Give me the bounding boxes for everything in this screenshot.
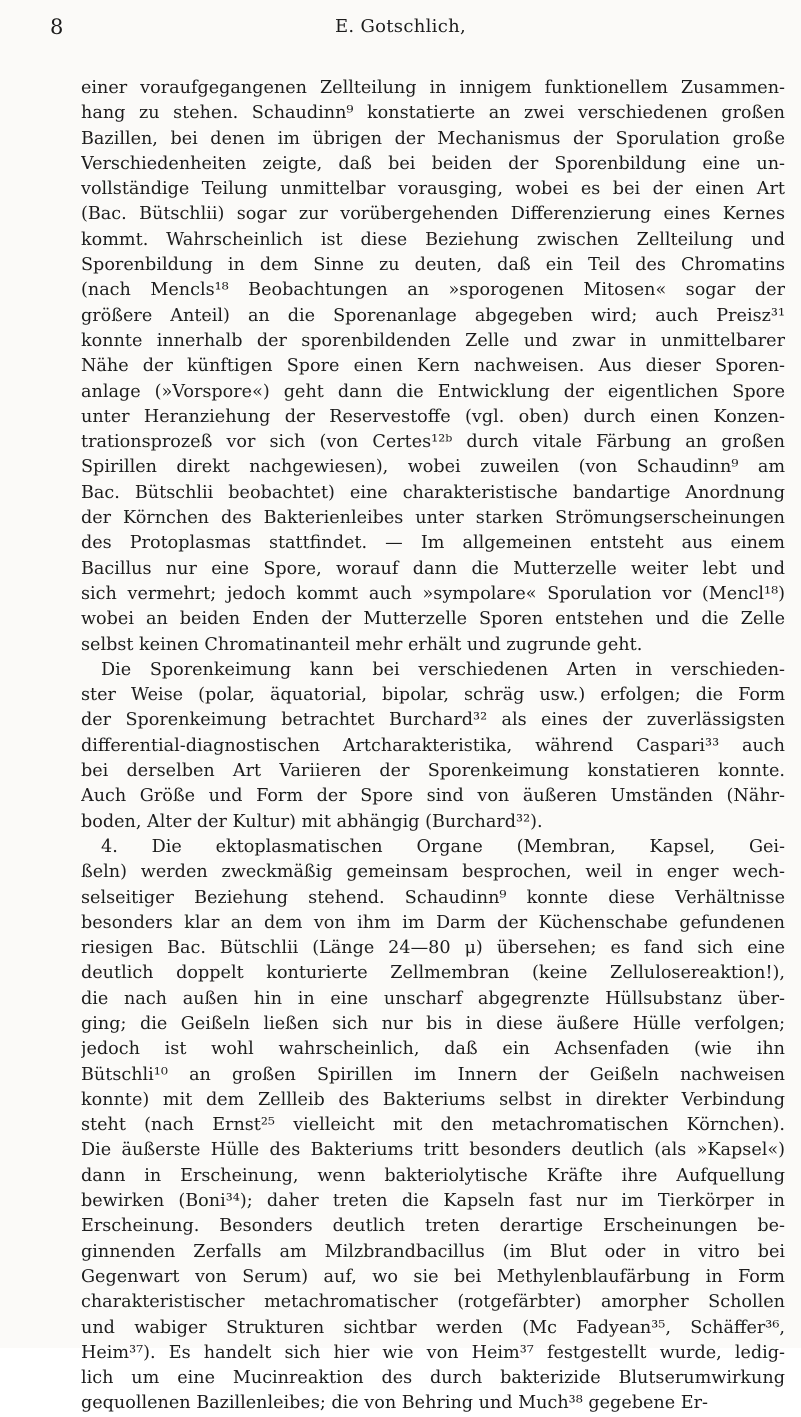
- text-line: Erscheinung. Besonders deutlich treten derartige Erscheinungen be-: [81, 1216, 785, 1237]
- text-line: größere Anteil) an die Sporenanlage abgegeben wird; auch Preisz³¹: [81, 305, 785, 326]
- text-line: ging; die Geißeln ließen sich nur bis in diese äußere Hülle verfolgen;: [81, 1013, 785, 1034]
- text-line: Spirillen direkt nachgewiesen), wobei zuweilen (von Schaudinn⁹ am: [81, 457, 785, 478]
- text-line: und wabiger Strukturen sichtbar werden (Mc Fadyean³⁵, Schäffer³⁶,: [81, 1317, 785, 1338]
- text-line: ßeln) werden zweckmäßig gemeinsam besprochen, weil in enger wech-: [81, 862, 785, 883]
- text-line: des Protoplasmas stattfindet. — Im allgemeinen entsteht aus einem: [81, 533, 785, 554]
- text-line: Auch Größe und Form der Spore sind von äußeren Umständen (Nähr-: [81, 786, 785, 807]
- text-line: konnte innerhalb der sporenbildenden Zelle und zwar in unmittelbarer: [81, 330, 785, 351]
- text-line: 4. Die ektoplasmatischen Organe (Membran, Kapsel, Gei-: [101, 836, 785, 857]
- text-line: hang zu stehen. Schaudinn⁹ konstatierte an zwei verschiedenen großen: [81, 103, 785, 124]
- text-line: kommt. Wahrscheinlich ist diese Beziehung zwischen Zellteilung und: [81, 229, 785, 250]
- text-line: bei derselben Art Variieren der Sporenkeimung konstatieren konnte.: [81, 761, 785, 782]
- text-line: selseitiger Beziehung stehend. Schaudinn⁹ konnte diese Verhältnisse: [81, 887, 785, 908]
- text-line: unter Heranziehung der Reservestoffe (vgl. oben) durch einen Konzen-: [81, 406, 785, 427]
- text-line: (nach Mencls¹⁸ Beobachtungen an »sporogenen Mitosen« sogar der: [81, 280, 785, 301]
- text-line: Nähe der künftigen Spore einen Kern nachweisen. Aus dieser Sporen-: [81, 356, 785, 377]
- text-line: der Körnchen des Bakterienleibes unter starken Strömungserscheinungen: [81, 508, 785, 529]
- text-line: steht (nach Ernst²⁵ vielleicht mit den metachromatischen Körnchen).: [81, 1115, 785, 1136]
- text-line: dann in Erscheinung, wenn bakteriolytische Kräfte ihre Aufquellung: [81, 1165, 785, 1186]
- text-line: konnte) mit dem Zellleib des Bakteriums selbst in direkter Verbindung: [81, 1089, 785, 1110]
- text-line: Bütschli¹⁰ an großen Spirillen im Innern der Geißeln nachweisen: [81, 1064, 785, 1085]
- text-line: lich um eine Mucinreaktion des durch bakterizide Blutserumwirkung: [81, 1368, 785, 1389]
- page-header: [0, 12, 801, 42]
- text-line: anlage (»Vorspore«) geht dann die Entwicklung der eigentlichen Spore: [81, 381, 785, 402]
- text-line: differential-diagnostischen Artcharakteristika, während Caspari³³ auch: [81, 735, 785, 756]
- text-line: wobei an beiden Enden der Mutterzelle Sporen entstehen und die Zelle: [81, 609, 785, 630]
- text-line: die nach außen hin in eine unscharf abgegrenzte Hüllsubstanz über-: [81, 988, 785, 1009]
- running-head: E. Gotschlich,: [334, 16, 467, 37]
- text-line: Bac. Bütschlii beobachtet) eine charakteristische bandartige Anordnung: [81, 482, 785, 503]
- text-line: Sporenbildung in dem Sinne zu deuten, daß ein Teil des Chromatins: [81, 255, 785, 276]
- text-line: deutlich doppelt konturierte Zellmembran (keine Zellulosereaktion!),: [81, 963, 785, 984]
- text-line: sich vermehrt; jedoch kommt auch »sympolare« Sporulation vor (Mencl¹⁸): [81, 583, 785, 604]
- text-line: jedoch ist wohl wahrscheinlich, daß ein Achsenfaden (wie ihn: [81, 1039, 785, 1060]
- text-line: boden, Alter der Kultur) mit abhängig (Burchard³²).: [81, 811, 543, 832]
- text-line: besonders klar an dem von ihm im Darm der Küchenschabe gefundenen: [81, 912, 785, 933]
- text-line: trationsprozeß vor sich (von Certes¹²ᵇ durch vitale Färbung an großen: [81, 432, 785, 453]
- text-line: gequollenen Bazillenleibes; die von Behring und Much³⁸ gegebene Er-: [81, 1393, 708, 1414]
- text-line: selbst keinen Chromatinanteil mehr erhält und zugrunde geht.: [81, 634, 643, 655]
- body-text: [81, 76, 785, 1417]
- text-line: charakteristischer metachromatischer (rotgefärbter) amorpher Schollen: [81, 1292, 785, 1313]
- text-line: ster Weise (polar, äquatorial, bipolar, schräg usw.) erfolgen; die Form: [81, 685, 785, 706]
- text-line: Die äußerste Hülle des Bakteriums tritt besonders deutlich (als »Kapsel«): [81, 1140, 785, 1161]
- page-number: 8: [50, 15, 64, 39]
- text-line: einer voraufgegangenen Zellteilung in innigem funktionellem Zusammen-: [81, 78, 785, 98]
- text-line: riesigen Bac. Bütschlii (Länge 24—80 μ) übersehen; es fand sich eine: [81, 938, 785, 959]
- text-line: (Bac. Bütschlii) sogar zur vorübergehenden Differenzierung eines Kernes: [81, 204, 785, 225]
- text-line: Verschiedenheiten zeigte, daß bei beiden der Sporenbildung eine un-: [81, 153, 785, 174]
- text-line: Bazillen, bei denen im übrigen der Mechanismus der Sporulation große: [81, 128, 785, 149]
- text-line: bewirken (Boni³⁴); daher treten die Kapseln fast nur im Tierkörper in: [81, 1191, 785, 1212]
- text-line: Bacillus nur eine Spore, worauf dann die Mutterzelle weiter lebt und: [81, 558, 785, 579]
- text-line: ginnenden Zerfalls am Milzbrandbacillus (im Blut oder in vitro bei: [81, 1241, 785, 1262]
- text-line: Heim³⁷). Es handelt sich hier wie von Heim³⁷ festgestellt wurde, ledig-: [81, 1342, 785, 1363]
- text-line: der Sporenkeimung betrachtet Burchard³² als eines der zuverlässigsten: [81, 710, 785, 731]
- text-line: Gegenwart von Serum) auf, wo sie bei Methylenblaufärbung in Form: [81, 1266, 785, 1287]
- text-line: vollständige Teilung unmittelbar vorausging, wobei es bei der einen Art: [81, 179, 785, 200]
- text-line: Die Sporenkeimung kann bei verschiedenen Arten in verschieden-: [101, 659, 785, 680]
